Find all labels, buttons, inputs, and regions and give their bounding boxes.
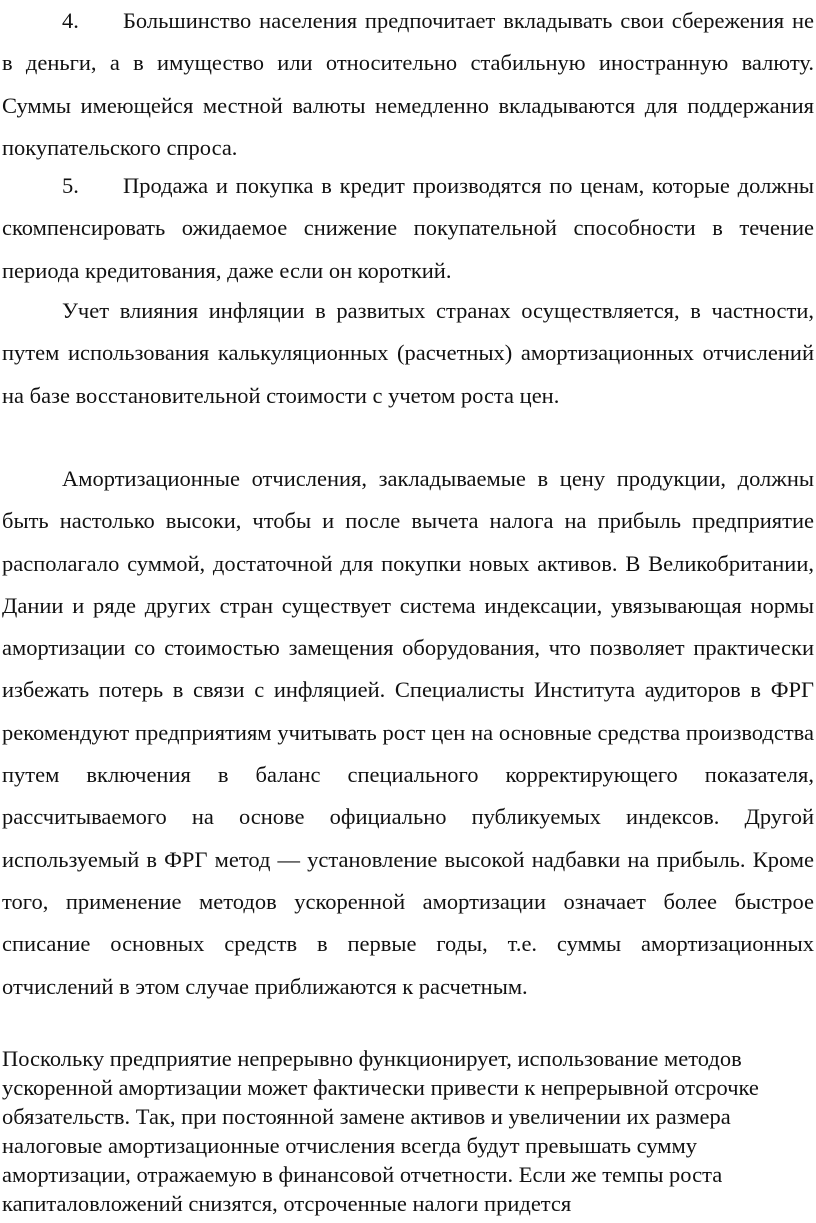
paragraph-depreciation: Амортизационные отчисления, закладываемые в цену продукции, должны быть настолько высоки, чтобы и после вычета налога на прибыль предприятие располагало суммой, достаточной для покупки новых активов. В Великобритании, Дании и ряде других стран существует система индексации, увязывающая нормы амортизации со стоимостью замещения оборудования, что позволяет практически избежать потерь в связи с инфляцией. Специалисты Института аудиторов в ФРГ рекомендуют предприятиям учитывать рост цен на основные средства производства путем включения в баланс специального корректирующего показателя, рассчитываемого на основе официально публикуемых индексов. Другой используемый в ФРГ метод — установление высокой надбавки на прибыль. Кроме того, применение методов ускоренной амортизации означает более быстрое списание основных средств в первые годы, т.е. суммы амортизационных отчислений в этом случае приближаются к расчетным. (2, 466, 814, 999)
list-item-number: 4. (62, 8, 79, 33)
paragraph-inflation-accounting: Учет влияния инфляции в развитых странах осуществляется, в частности, путем использования калькуляционных (расчетных) амортизационных отчислений на базе восстановительной стоимости с учетом роста цен. (2, 298, 814, 408)
list-item-4 (2, 0, 814, 169)
list-item-text: Большинство населения предпочитает вкладывать свои сбережения не в деньги, а в имущество или относительно стабильную иностранную валюту. Суммы имеющейся местной валюты немедленно вкладываются для поддержания покупательского спроса. (2, 8, 814, 160)
list-item-text: Продажа и покупка в кредит производятся по ценам, которые должны скомпенсировать ожидаемое снижение покупательной способности в течение периода кредитования, даже если он короткий. (2, 173, 814, 283)
list-item-number: 5. (62, 173, 79, 198)
list-item-5 (2, 165, 814, 292)
paragraph-deferred-taxes: Поскольку предприятие непрерывно функционирует, использование методов ускоренной амортизации может фактически привести к непрерывной отсрочке обязательств. Так, при постоянной замене активов и увеличении их размера налоговые амортизационные отчисления всегда будут превышать сумму амортизации, отражаемую в финансовой отчетности. Если же темпы роста капиталовложений снизятся, отсроченные налоги придется (2, 1046, 759, 1216)
